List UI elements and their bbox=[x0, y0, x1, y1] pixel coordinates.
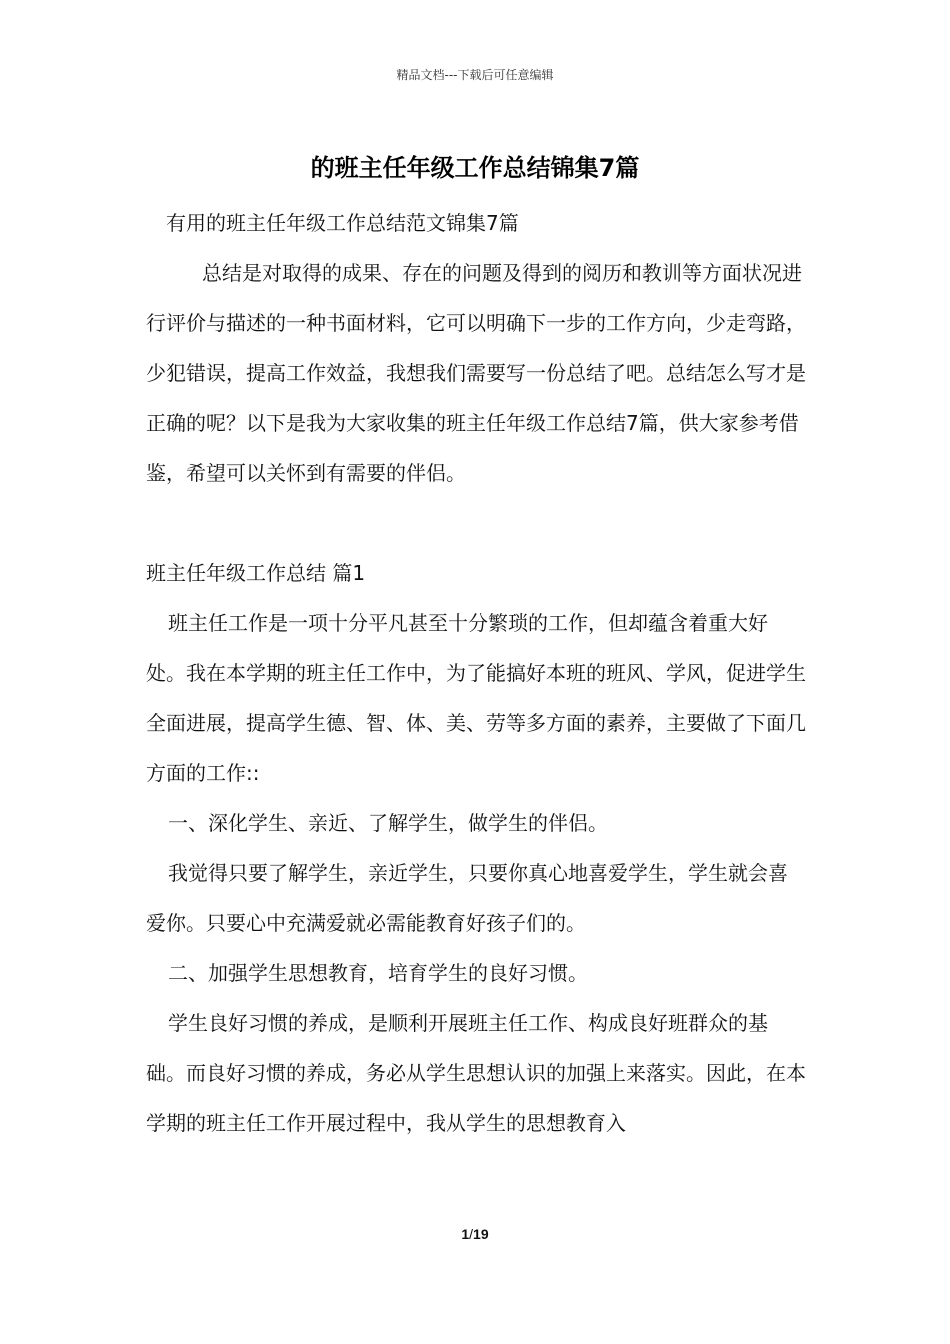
section-heading: 班主任年级工作总结 篇1 bbox=[146, 561, 366, 585]
page-total: 19 bbox=[473, 1226, 489, 1242]
body-paragraph: 学生良好习惯的养成，是顺利开展班主任工作、构成良好班群众的基础。而良好习惯的养成，务必从学生思想认识的加强上来落实。因此，在本学期的班主任工作开展过程中，我从学生的思想教育入 bbox=[146, 1011, 806, 1135]
page-current: 1 bbox=[461, 1226, 470, 1242]
body-paragraph: 二、加强学生思想教育，培育学生的良好习惯。 bbox=[168, 961, 588, 985]
intro-paragraph: 总结是对取得的成果、存在的问题及得到的阅历和教训等方面状况进行评价与描述的一种书面材料，它可以明确下一步的工作方向，少走弯路，少犯错误，提高工作效益，我想我们需要写一份总结了吧。总结怎么写才是正确的呢？以下是我为大家收集的班主任年级工作总结7篇，供大家参考借鉴，希望可以关怀到有需要的伴侣。 bbox=[146, 261, 806, 485]
body-paragraph: 一、深化学生、亲近、了解学生，做学生的伴侣。 bbox=[168, 811, 608, 835]
page-separator: / bbox=[469, 1226, 474, 1242]
paragraph-gap bbox=[146, 498, 806, 548]
page-number bbox=[0, 1226, 950, 1242]
document-subtitle: 有用的班主任年级工作总结范文锦集7篇 bbox=[166, 211, 519, 235]
page-header: 精品文档---下载后可任意编辑 bbox=[396, 68, 554, 82]
document-body bbox=[146, 198, 806, 1148]
body-paragraph: 班主任工作是一项十分平凡甚至十分繁琐的工作，但却蕴含着重大好处。我在本学期的班主任工作中，为了能搞好本班的班风、学风，促进学生全面进展，提高学生德、智、体、美、劳等多方面的素养，主要做了下面几方面的工作:: bbox=[146, 611, 806, 785]
document-title: 的班主任年级工作总结锦集7篇 bbox=[310, 154, 640, 182]
body-paragraph: 我觉得只要了解学生，亲近学生，只要你真心地喜爱学生，学生就会喜爱你。只要心中充满爱就必需能教育好孩子们的。 bbox=[146, 861, 788, 935]
